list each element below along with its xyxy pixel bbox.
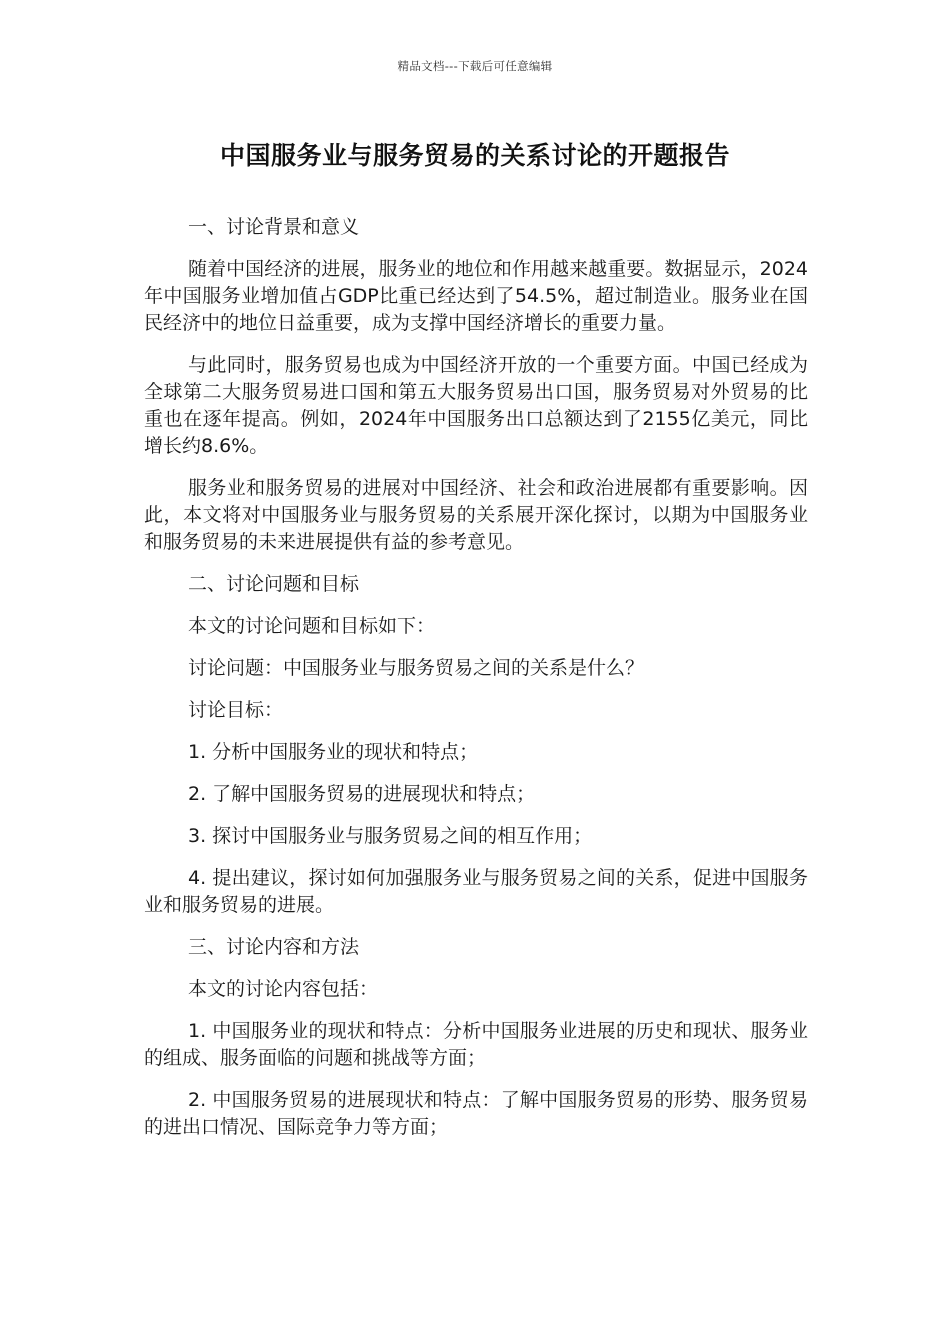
page-header-note: 精品文档---下载后可任意编辑: [397, 59, 553, 73]
list-item-goal-4: 4. 提出建议，探讨如何加强服务业与服务贸易之间的关系，促进中国服务业和服务贸易的进展。: [144, 867, 808, 916]
list-item-goal-2: 2. 了解中国服务贸易的进展现状和特点；: [188, 783, 536, 805]
paragraph-significance: 服务业和服务贸易的进展对中国经济、社会和政治进展都有重要影响。因此，本文将对中国服务业与服务贸易的关系展开深化探讨，以期为中国服务业和服务贸易的未来进展提供有益的参考意见。: [144, 477, 808, 553]
list-item-goal-3: 3. 探讨中国服务业与服务贸易之间的相互作用；: [188, 825, 593, 847]
paragraph-service-industry-status: 随着中国经济的进展，服务业的地位和作用越来越重要。数据显示，2024年中国服务业增加值占GDP比重已经达到了54.5%，超过制造业。服务业在国民经济中的地位日益重要，成为支撑中国经济增长的重要力量。: [144, 258, 808, 334]
section-heading-background: 一、讨论背景和意义: [188, 216, 360, 238]
paragraph-content-intro: 本文的讨论内容包括：: [188, 978, 379, 1000]
paragraph-research-question: 讨论问题：中国服务业与服务贸易之间的关系是什么？: [188, 657, 645, 679]
section-heading-content-methods: 三、讨论内容和方法: [188, 936, 360, 958]
list-item-goal-1: 1. 分析中国服务业的现状和特点；: [188, 741, 479, 763]
list-item-content-2: 2. 中国服务贸易的进展现状和特点：了解中国服务贸易的形势、服务贸易的进出口情况、国际竞争力等方面；: [144, 1089, 808, 1138]
list-item-content-1: 1. 中国服务业的现状和特点：分析中国服务业进展的历史和现状、服务业的组成、服务面临的问题和挑战等方面；: [144, 1020, 808, 1069]
paragraph-service-trade: 与此同时，服务贸易也成为中国经济开放的一个重要方面。中国已经成为全球第二大服务贸易进口国和第五大服务贸易出口国，服务贸易对外贸易的比重也在逐年提高。例如，2024年中国服务出口总额达到了2155亿美元，同比增长约8.6%。: [144, 354, 808, 457]
section-heading-questions: 二、讨论问题和目标: [188, 573, 360, 595]
paragraph-research-goals-label: 讨论目标：: [188, 699, 284, 721]
document-title: 中国服务业与服务贸易的关系讨论的开题报告: [219, 141, 730, 170]
document-body: [144, 214, 808, 1156]
paragraph-questions-intro: 本文的讨论问题和目标如下：: [188, 615, 436, 637]
